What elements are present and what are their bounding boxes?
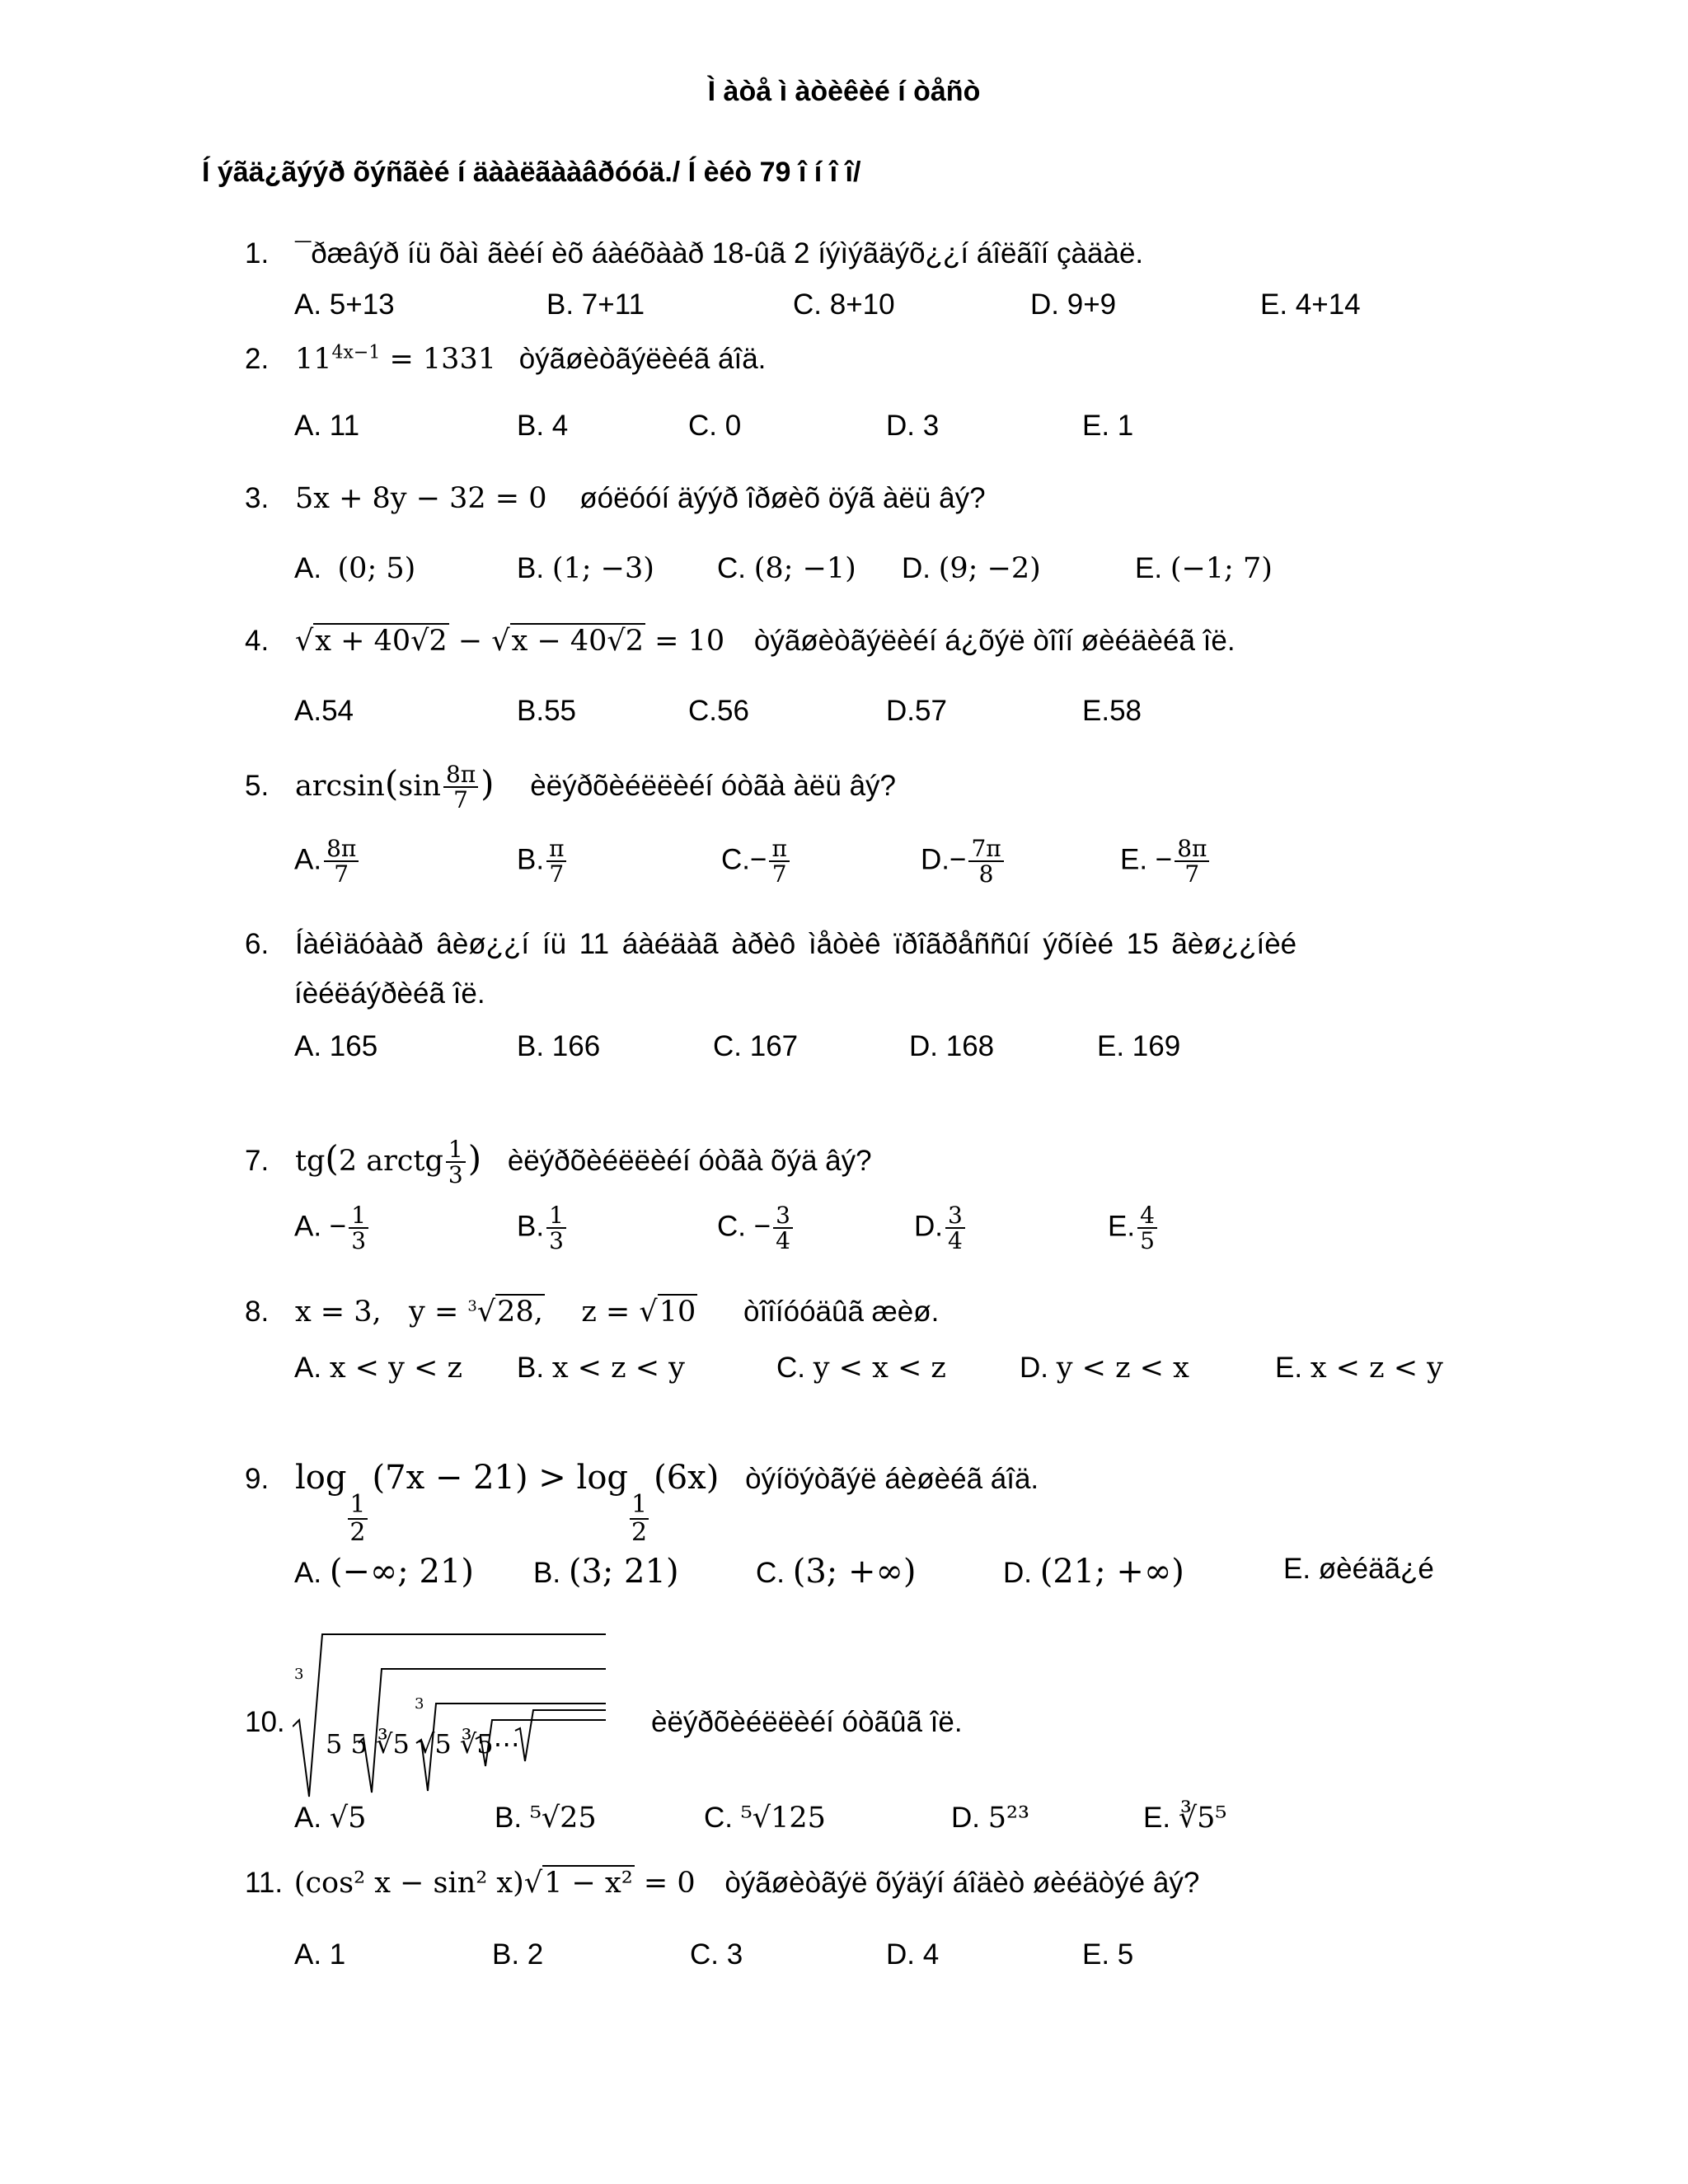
- option-d[interactable]: D. 4: [886, 1938, 940, 1971]
- option-a[interactable]: A. $\frac{8\pi}{7}$: [294, 837, 361, 887]
- question-3: [245, 482, 986, 515]
- equation: $11^{4x-1} = 1331$: [294, 342, 496, 376]
- question-number: 5.: [245, 769, 270, 802]
- question-text: òýãøèòãýëèéã áîä.: [518, 342, 767, 375]
- option-a[interactable]: A. (−∞; 21): [294, 1553, 474, 1591]
- option-a[interactable]: A. 165: [294, 1030, 378, 1062]
- option-c[interactable]: C. ⁵√125: [704, 1802, 826, 1835]
- option-b[interactable]: B. 166: [517, 1030, 601, 1062]
- question-number: 9.: [245, 1463, 270, 1495]
- equation: 5x + 8y − 32 = 0: [294, 482, 547, 515]
- option-b[interactable]: B. 4: [517, 410, 569, 442]
- radicand: 5 5 ∛5 √5 ∛5⋯: [326, 1728, 520, 1760]
- option-d[interactable]: D. 3: [886, 410, 940, 442]
- question-9: [245, 1459, 1039, 1547]
- option-c[interactable]: C. 167: [713, 1030, 799, 1062]
- question-number: 6.: [245, 928, 270, 960]
- equation: (cos² x − sin² x)√1 − x² = 0: [293, 1867, 696, 1900]
- option-d[interactable]: D. (21; +∞): [1003, 1553, 1184, 1591]
- option-b[interactable]: B. 2: [492, 1938, 544, 1971]
- question-number: 2.: [245, 342, 270, 375]
- question-10: [245, 1706, 285, 1739]
- equation: √x + 40√2 − √x − 40√2 = 10: [294, 625, 725, 658]
- question-7: [245, 1137, 872, 1188]
- question-2: [245, 342, 766, 376]
- question-text: øóëóóí äýýð îðøèõ öýã àëü âý?: [579, 482, 986, 514]
- option-e[interactable]: E. 1: [1082, 410, 1134, 442]
- option-e[interactable]: E. 169: [1097, 1030, 1181, 1062]
- option-b[interactable]: B. (1; −3): [517, 552, 654, 585]
- option-b[interactable]: B. $\frac{1}{3}$: [517, 1203, 569, 1254]
- option-d[interactable]: D. y < z < x: [1020, 1352, 1189, 1385]
- option-b[interactable]: B.55: [517, 695, 576, 727]
- question-number: 1.: [245, 237, 270, 269]
- question-6-line-2: íèéëáýðèéã îë.: [294, 977, 485, 1010]
- root-index: 3: [415, 1695, 424, 1713]
- option-e[interactable]: E. − $\frac{8\pi}{7}$: [1120, 837, 1212, 887]
- option-c[interactable]: C.56: [688, 695, 749, 727]
- page-title: Ì àòå ì àòèêèé í òåñò: [707, 76, 981, 107]
- option-b[interactable]: B. (3; 21): [533, 1553, 679, 1591]
- option-a[interactable]: A. 1: [294, 1938, 346, 1971]
- expression: x = 3, y = $^3$√28, z = √10: [294, 1296, 696, 1329]
- option-a[interactable]: A.54: [294, 695, 354, 727]
- option-a[interactable]: A. x < y < z: [294, 1352, 462, 1385]
- option-a[interactable]: A. − $\frac{1}{3}$: [294, 1203, 371, 1254]
- option-e[interactable]: E. x < z < y: [1275, 1352, 1443, 1385]
- option-d[interactable]: D.57: [886, 695, 947, 727]
- question-text: èëýðõèéëëèéí óòãà àëü âý?: [530, 769, 897, 802]
- option-c[interactable]: C. (8; −1): [717, 552, 856, 585]
- option-e[interactable]: E.58: [1082, 695, 1142, 727]
- option-e[interactable]: E. $\frac{4}{5}$: [1108, 1203, 1160, 1254]
- option-e[interactable]: E. ∛5⁵: [1143, 1802, 1227, 1835]
- option-c[interactable]: C. y < x < z: [776, 1352, 946, 1385]
- question-text: òýãøèòãýë õýäýí áîäèò øèéäòýé âý?: [724, 1867, 1200, 1899]
- question-text: òýãøèòãýëèéí á¿õýë òîîí øèéäèéã îë.: [753, 625, 1236, 657]
- option-d[interactable]: D. $\frac{3}{4}$: [914, 1203, 968, 1254]
- question-number: 11.: [245, 1867, 284, 1899]
- option-b[interactable]: B. 7+11: [546, 288, 645, 321]
- nested-radical: [293, 1628, 606, 1801]
- question-text: òýíöýòãýë áèøèéã áîä.: [745, 1463, 1039, 1495]
- question-text: èëýðõèéëëèéí óòãûã îë.: [651, 1706, 963, 1738]
- option-e[interactable]: E. (−1; 7): [1135, 552, 1273, 585]
- question-number: 10.: [245, 1706, 285, 1738]
- option-c[interactable]: C. (3; +∞): [756, 1553, 917, 1591]
- question-text: òîîíóóäûã æèø.: [743, 1296, 940, 1328]
- question-1: [245, 237, 1143, 270]
- option-d[interactable]: D. 168: [909, 1030, 995, 1062]
- question-4: [245, 625, 1236, 658]
- question-number: 3.: [245, 482, 270, 514]
- option-a[interactable]: A. √5: [294, 1802, 367, 1835]
- option-c[interactable]: C. − $\frac{3}{4}$: [717, 1203, 795, 1254]
- option-b[interactable]: B. x < z < y: [517, 1352, 685, 1385]
- question-11: [245, 1867, 1199, 1900]
- root-index: 3: [294, 1666, 304, 1683]
- option-c[interactable]: C.− $\frac{\pi}{7}$: [721, 837, 792, 887]
- option-a[interactable]: A. 11: [294, 410, 360, 442]
- option-b[interactable]: B. $\frac{\pi}{7}$: [517, 837, 569, 887]
- expression: arcsin(sin $\frac{8\pi}{7}$ ): [294, 761, 495, 814]
- option-d[interactable]: D. (9; −2): [902, 552, 1041, 585]
- option-c[interactable]: C. 8+10: [793, 288, 895, 321]
- option-d[interactable]: D. 5²³: [951, 1802, 1030, 1835]
- question-text: ¯ðæâýð íü õàì ãèéí èõ áàéõààð 18-ûã 2 íýìýãäýõ¿¿í áîëãîí çàäàë.: [294, 237, 1144, 269]
- option-c[interactable]: C. 3: [690, 1938, 743, 1971]
- option-a[interactable]: A. 5+13: [294, 288, 395, 321]
- option-e[interactable]: E. øèéäã¿é: [1283, 1553, 1434, 1585]
- question-number: 8.: [245, 1296, 270, 1328]
- section-heading: Í ýãä¿ãýýð õýñãèé í äààëãààâðóóä./ Í èéò 79 î í î î/: [202, 157, 861, 188]
- question-8: [245, 1296, 939, 1329]
- option-e[interactable]: E. 5: [1082, 1938, 1134, 1971]
- question-number: 4.: [245, 625, 270, 657]
- option-d[interactable]: D.− $\frac{7\pi}{8}$: [921, 837, 1006, 887]
- question-text: èëýðõèéëëèéí óòãà õýä âý?: [507, 1144, 872, 1177]
- question-5: [245, 762, 896, 813]
- option-d[interactable]: D. 9+9: [1030, 288, 1117, 321]
- expression: tg(2 arctg $\frac{1}{3}$ ): [294, 1136, 482, 1189]
- option-c[interactable]: C. 0: [688, 410, 742, 442]
- question-text-line-1: Íàéìäóààð âèø¿¿í íü 11 áàéäàã àðèô ìåòèê ïðîãðåññûí ýõíèé 15 ãèø¿¿íèé: [294, 928, 1297, 960]
- inequality: log $\frac{1}{2}$ (7x − 21) > log $\frac{1}{2}$ (6x): [294, 1459, 720, 1547]
- option-b[interactable]: B. ⁵√25: [495, 1802, 597, 1835]
- option-e[interactable]: E. 4+14: [1260, 288, 1361, 321]
- question-number: 7.: [245, 1144, 270, 1177]
- question-6: [245, 928, 1296, 961]
- option-a[interactable]: A. (0; 5): [294, 552, 416, 585]
